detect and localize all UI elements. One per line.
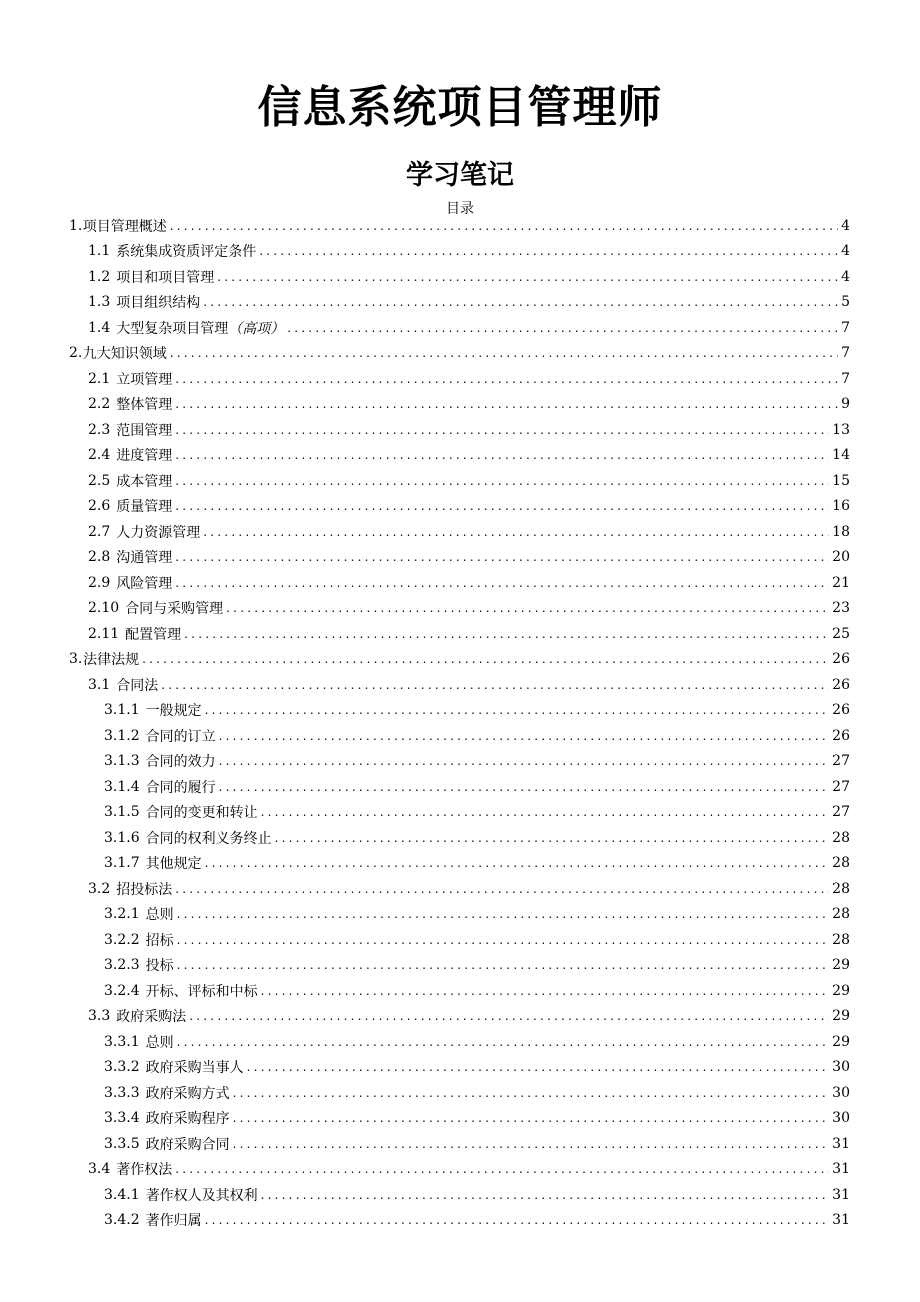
toc-dot-leader bbox=[205, 703, 830, 717]
toc-entry[interactable] bbox=[0, 749, 920, 775]
toc-entry-page-number: 29 bbox=[832, 1008, 850, 1025]
toc-entry-number: 3.1.1 bbox=[104, 702, 140, 719]
toc-entry-label bbox=[116, 420, 172, 440]
toc-entry-page-number: 26 bbox=[832, 702, 850, 719]
toc-entry-label bbox=[116, 369, 172, 389]
toc-dot-leader bbox=[175, 372, 838, 386]
toc-entry[interactable] bbox=[0, 672, 920, 698]
toc-entry-label-text: 总则 bbox=[145, 1034, 174, 1051]
toc-entry-page-number: 26 bbox=[832, 651, 850, 668]
toc-entry-label bbox=[116, 879, 172, 899]
toc-dot-leader bbox=[175, 474, 829, 488]
toc-entry-label-text: 成本管理 bbox=[116, 473, 173, 490]
toc-dot-leader bbox=[203, 525, 829, 539]
toc-entry[interactable] bbox=[0, 851, 920, 877]
toc-entry-number: 1.2 bbox=[88, 268, 111, 285]
toc-dot-leader bbox=[177, 1035, 830, 1049]
toc-dot-leader bbox=[175, 499, 829, 513]
toc-entry-label bbox=[116, 318, 284, 338]
toc-entry-page-number: 4 bbox=[841, 268, 850, 285]
toc-entry-number: 3.1.3 bbox=[104, 753, 140, 770]
toc-entry-page-number: 16 bbox=[832, 498, 850, 515]
toc-entry-label bbox=[146, 930, 174, 950]
toc-entry-page-number: 25 bbox=[832, 625, 850, 642]
toc-entry-number: 3.3.5 bbox=[104, 1135, 140, 1152]
toc-entry[interactable] bbox=[0, 1131, 920, 1157]
toc-entry[interactable] bbox=[0, 1157, 920, 1183]
toc-entry-label-text: 开标、评标和中标 bbox=[145, 983, 258, 1000]
toc-entry[interactable] bbox=[0, 698, 920, 724]
toc-entry-label bbox=[83, 649, 139, 669]
toc-dot-leader bbox=[233, 1111, 830, 1125]
toc-entry-label bbox=[146, 1134, 230, 1154]
toc-entry-page-number: 28 bbox=[832, 906, 850, 923]
toc-dot-leader bbox=[175, 423, 829, 437]
toc-entry-label-text: 质量管理 bbox=[116, 499, 173, 516]
toc-entry[interactable] bbox=[0, 213, 920, 239]
toc-entry-number: 1.1 bbox=[88, 243, 111, 260]
toc-dot-leader bbox=[175, 576, 829, 590]
toc-entry[interactable] bbox=[0, 519, 920, 545]
toc-entry[interactable] bbox=[0, 1182, 920, 1208]
toc-entry-label-text: 人力资源管理 bbox=[116, 524, 201, 541]
toc-dot-leader bbox=[189, 1009, 829, 1023]
toc-entry-label-text: 政府采购当事人 bbox=[145, 1060, 244, 1077]
toc-entry-label bbox=[146, 828, 272, 848]
toc-dot-leader bbox=[233, 1086, 830, 1100]
table-of-contents bbox=[0, 213, 920, 1233]
toc-entry-label-text: 合同与采购管理 bbox=[125, 601, 224, 618]
toc-entry[interactable] bbox=[0, 545, 920, 571]
toc-entry-number: 2.8 bbox=[88, 549, 111, 566]
toc-entry-label-text: 九大知识领域 bbox=[82, 346, 167, 363]
toc-entry-number: 3.1.2 bbox=[104, 727, 140, 744]
toc-entry-label-text: 合同的效力 bbox=[145, 754, 216, 771]
toc-entry-page-number: 5 bbox=[841, 294, 850, 311]
toc-entry[interactable] bbox=[0, 417, 920, 443]
toc-entry-label bbox=[146, 700, 202, 720]
toc-entry[interactable] bbox=[0, 443, 920, 469]
toc-entry-number: 2.7 bbox=[88, 523, 111, 540]
toc-dot-leader bbox=[175, 550, 829, 564]
toc-entry-label-text: 政府采购合同 bbox=[145, 1136, 230, 1153]
toc-entry-label-text: 招投标法 bbox=[116, 881, 173, 898]
toc-entry[interactable] bbox=[0, 1029, 920, 1055]
toc-entry-label bbox=[116, 241, 256, 261]
toc-entry[interactable] bbox=[0, 800, 920, 826]
toc-dot-leader bbox=[233, 1137, 830, 1151]
toc-entry-label bbox=[125, 624, 181, 644]
toc-entry-page-number: 9 bbox=[841, 396, 850, 413]
toc-entry-page-number: 13 bbox=[832, 421, 850, 438]
toc-dot-leader bbox=[170, 219, 838, 233]
toc-entry-page-number: 26 bbox=[832, 676, 850, 693]
toc-entry-label-text: 沟通管理 bbox=[116, 550, 173, 567]
toc-entry-label-text: 著作权人及其权利 bbox=[145, 1187, 258, 1204]
toc-entry-label-text: 合同的权利义务终止 bbox=[145, 830, 272, 847]
toc-entry-page-number: 27 bbox=[832, 753, 850, 770]
toc-entry-label bbox=[116, 547, 172, 567]
toc-entry-label-text: 项目和项目管理 bbox=[116, 269, 215, 286]
toc-entry-number: 2.10 bbox=[88, 600, 120, 617]
toc-entry[interactable] bbox=[0, 774, 920, 800]
toc-entry-label-text: 其他规定 bbox=[145, 856, 202, 873]
toc-entry-label bbox=[83, 216, 167, 236]
toc-entry[interactable] bbox=[0, 239, 920, 265]
toc-entry-number: 3.4 bbox=[88, 1161, 111, 1178]
toc-entry-label bbox=[116, 522, 200, 542]
toc-entry[interactable] bbox=[0, 494, 920, 520]
toc-entry-number: 3.2.2 bbox=[104, 931, 140, 948]
toc-entry-number: 1.3 bbox=[88, 294, 111, 311]
toc-entry[interactable] bbox=[0, 315, 920, 341]
toc-entry-label bbox=[116, 267, 214, 287]
toc-entry-label bbox=[146, 904, 174, 924]
toc-entry-label-text: 政府采购程序 bbox=[145, 1111, 230, 1128]
toc-dot-leader bbox=[177, 933, 830, 947]
toc-entry-page-number: 31 bbox=[832, 1135, 850, 1152]
toc-entry-number: 3.4.1 bbox=[104, 1186, 140, 1203]
toc-entry-label bbox=[146, 1032, 174, 1052]
toc-entry-number: 3.1.4 bbox=[104, 778, 140, 795]
toc-entry-label-text: 合同的订立 bbox=[145, 728, 216, 745]
toc-entry-number: 2.9 bbox=[88, 574, 111, 591]
toc-entry-label-text: 招标 bbox=[145, 932, 174, 949]
toc-dot-leader bbox=[275, 831, 830, 845]
toc-entry[interactable] bbox=[0, 570, 920, 596]
toc-entry-page-number: 28 bbox=[832, 931, 850, 948]
toc-entry-number: 2.5 bbox=[88, 472, 111, 489]
toc-entry-label bbox=[146, 1185, 258, 1205]
toc-entry-label bbox=[116, 1159, 172, 1179]
toc-entry-label-text: 投标 bbox=[145, 958, 174, 975]
toc-entry[interactable] bbox=[0, 264, 920, 290]
toc-dot-leader bbox=[175, 1162, 829, 1176]
toc-dot-leader bbox=[226, 601, 829, 615]
toc-entry-page-number: 30 bbox=[832, 1084, 850, 1101]
toc-entry-label bbox=[116, 675, 158, 695]
toc-entry-label bbox=[116, 573, 172, 593]
toc-dot-leader bbox=[170, 346, 838, 360]
toc-dot-leader bbox=[175, 882, 829, 896]
toc-dot-leader bbox=[217, 270, 838, 284]
toc-dot-leader bbox=[177, 907, 830, 921]
toc-dot-leader bbox=[184, 627, 829, 641]
toc-entry-label-text: 项目管理概述 bbox=[82, 218, 167, 235]
toc-entry-number: 3.3.4 bbox=[104, 1110, 140, 1127]
toc-entry-number: 1.4 bbox=[88, 319, 111, 336]
toc-dot-leader bbox=[142, 652, 829, 666]
toc-entry-page-number: 29 bbox=[832, 982, 850, 999]
toc-entry-page-number: 18 bbox=[832, 523, 850, 540]
toc-entry-label bbox=[146, 981, 258, 1001]
toc-entry-number: 2.1 bbox=[88, 370, 111, 387]
toc-entry-label bbox=[146, 853, 202, 873]
toc-entry-page-number: 7 bbox=[841, 370, 850, 387]
toc-entry-label-text: 范围管理 bbox=[116, 422, 173, 439]
toc-entry-page-number: 4 bbox=[841, 217, 850, 234]
toc-entry-label-text: 一般规定 bbox=[145, 703, 202, 720]
toc-entry-number: 2.6 bbox=[88, 498, 111, 515]
toc-entry[interactable] bbox=[0, 953, 920, 979]
toc-entry-label bbox=[116, 292, 200, 312]
toc-entry-number: 3.1.7 bbox=[104, 855, 140, 872]
toc-entry-label-text: 立项管理 bbox=[116, 371, 173, 388]
toc-entry-label-text: 著作归属 bbox=[145, 1213, 202, 1230]
toc-entry[interactable] bbox=[0, 927, 920, 953]
toc-entry-number: 2.3 bbox=[88, 421, 111, 438]
toc-entry-label-text: 法律法规 bbox=[83, 652, 140, 669]
toc-entry[interactable] bbox=[0, 596, 920, 622]
toc-entry-label bbox=[116, 445, 172, 465]
toc-entry[interactable] bbox=[0, 1004, 920, 1030]
toc-entry-label bbox=[146, 1210, 202, 1230]
toc-entry[interactable] bbox=[0, 723, 920, 749]
toc-entry-label bbox=[116, 471, 172, 491]
toc-entry-page-number: 28 bbox=[832, 829, 850, 846]
toc-entry-label-text: 合同的变更和转让 bbox=[145, 805, 258, 822]
toc-entry-label-text: 政府采购方式 bbox=[145, 1085, 230, 1102]
toc-entry-label bbox=[146, 1083, 230, 1103]
toc-entry[interactable] bbox=[0, 621, 920, 647]
toc-entry-page-number: 14 bbox=[832, 447, 850, 464]
toc-entry-page-number: 31 bbox=[832, 1212, 850, 1229]
toc-entry-label-text: 风险管理 bbox=[116, 575, 173, 592]
toc-entry-number: 3.2.3 bbox=[104, 957, 140, 974]
toc-entry-label-text: 合同的履行 bbox=[145, 779, 216, 796]
toc-entry[interactable] bbox=[0, 647, 920, 673]
toc-entry-page-number: 29 bbox=[832, 1033, 850, 1050]
toc-entry-page-number: 28 bbox=[832, 880, 850, 897]
toc-entry-number: 2.11 bbox=[88, 625, 120, 642]
toc-dot-leader bbox=[259, 244, 838, 258]
toc-entry-number: 1. bbox=[69, 217, 83, 234]
toc-dot-leader bbox=[219, 780, 830, 794]
toc-entry-label-text: 项目组织结构 bbox=[116, 295, 201, 312]
toc-entry-page-number: 30 bbox=[832, 1110, 850, 1127]
toc-entry-page-number: 15 bbox=[832, 472, 850, 489]
toc-entry-number: 3.3.2 bbox=[104, 1059, 140, 1076]
toc-entry-label bbox=[83, 343, 167, 363]
toc-entry[interactable] bbox=[0, 468, 920, 494]
toc-dot-leader bbox=[175, 397, 838, 411]
toc-entry-label bbox=[116, 1006, 186, 1026]
toc-dot-leader bbox=[219, 729, 830, 743]
document-subtitle: 学习笔记 bbox=[406, 160, 514, 191]
toc-entry-label bbox=[116, 394, 172, 414]
toc-entry-number: 3.1 bbox=[88, 676, 111, 693]
toc-entry-page-number: 20 bbox=[832, 549, 850, 566]
toc-entry-label bbox=[146, 777, 216, 797]
toc-entry-number: 2. bbox=[69, 345, 83, 362]
toc-entry-page-number: 27 bbox=[832, 778, 850, 795]
toc-entry[interactable] bbox=[0, 341, 920, 367]
toc-entry-page-number: 27 bbox=[832, 804, 850, 821]
toc-entry-number: 3.3.3 bbox=[104, 1084, 140, 1101]
toc-entry-label bbox=[146, 1057, 244, 1077]
toc-entry-page-number: 21 bbox=[832, 574, 850, 591]
toc-entry-label-text: 合同法 bbox=[116, 677, 159, 694]
toc-entry-page-number: 29 bbox=[832, 957, 850, 974]
toc-entry-label bbox=[146, 802, 258, 822]
toc-entry-label-note: （高项） bbox=[228, 320, 285, 337]
toc-entry-label-text: 著作权法 bbox=[116, 1162, 173, 1179]
toc-dot-leader bbox=[177, 958, 830, 972]
toc-entry-label bbox=[146, 1108, 230, 1128]
toc-entry-page-number: 31 bbox=[832, 1161, 850, 1178]
toc-entry-page-number: 26 bbox=[832, 727, 850, 744]
toc-entry[interactable] bbox=[0, 290, 920, 316]
toc-entry[interactable] bbox=[0, 366, 920, 392]
toc-entry-number: 2.2 bbox=[88, 396, 111, 413]
toc-entry-label-text: 整体管理 bbox=[116, 397, 173, 414]
toc-entry-page-number: 30 bbox=[832, 1059, 850, 1076]
document-title: 信息系统项目管理师 bbox=[257, 82, 663, 133]
toc-entry[interactable] bbox=[0, 978, 920, 1004]
toc-entry-page-number: 28 bbox=[832, 855, 850, 872]
toc-entry[interactable] bbox=[0, 1106, 920, 1132]
toc-entry-label bbox=[146, 726, 216, 746]
toc-entry-label-text: 总则 bbox=[145, 907, 174, 924]
toc-dot-leader bbox=[175, 448, 829, 462]
toc-entry-page-number: 4 bbox=[841, 243, 850, 260]
toc-entry-label-text: 配置管理 bbox=[125, 626, 182, 643]
toc-entry-number: 3.2.4 bbox=[104, 982, 140, 999]
toc-heading: 目录 bbox=[446, 201, 474, 217]
toc-entry-number: 3.1.6 bbox=[104, 829, 140, 846]
toc-entry[interactable] bbox=[0, 1208, 920, 1234]
toc-dot-leader bbox=[247, 1060, 830, 1074]
toc-dot-leader bbox=[261, 1188, 830, 1202]
toc-dot-leader bbox=[261, 984, 830, 998]
toc-dot-leader bbox=[205, 856, 830, 870]
toc-entry-number: 3.1.5 bbox=[104, 804, 140, 821]
toc-entry-number: 3.3 bbox=[88, 1008, 111, 1025]
toc-dot-leader bbox=[287, 321, 838, 335]
toc-dot-leader bbox=[219, 754, 830, 768]
toc-entry[interactable] bbox=[0, 1055, 920, 1081]
toc-entry-label bbox=[146, 751, 216, 771]
toc-entry-label-text: 政府采购法 bbox=[116, 1009, 187, 1026]
toc-dot-leader bbox=[261, 805, 830, 819]
toc-entry-number: 3.3.1 bbox=[104, 1033, 140, 1050]
toc-dot-leader bbox=[203, 295, 838, 309]
toc-dot-leader bbox=[205, 1213, 830, 1227]
toc-entry-label-text: 进度管理 bbox=[116, 448, 173, 465]
toc-entry-number: 3. bbox=[69, 651, 83, 668]
toc-entry-label bbox=[116, 496, 172, 516]
toc-entry-number: 3.4.2 bbox=[104, 1212, 140, 1229]
toc-entry-page-number: 7 bbox=[841, 345, 850, 362]
toc-entry[interactable] bbox=[0, 902, 920, 928]
toc-entry[interactable] bbox=[0, 1080, 920, 1106]
toc-entry-label-text: 系统集成资质评定条件 bbox=[116, 244, 257, 261]
toc-entry[interactable] bbox=[0, 825, 920, 851]
toc-entry-page-number: 23 bbox=[832, 600, 850, 617]
toc-entry-number: 2.4 bbox=[88, 447, 111, 464]
toc-entry-label bbox=[146, 955, 174, 975]
toc-entry-number: 3.2.1 bbox=[104, 906, 140, 923]
toc-entry[interactable] bbox=[0, 876, 920, 902]
toc-entry-page-number: 7 bbox=[841, 319, 850, 336]
toc-entry-label bbox=[125, 598, 223, 618]
toc-entry-label-text: 大型复杂项目管理 bbox=[116, 320, 229, 337]
toc-entry-number: 3.2 bbox=[88, 880, 111, 897]
toc-entry[interactable] bbox=[0, 392, 920, 418]
toc-entry-page-number: 31 bbox=[832, 1186, 850, 1203]
toc-dot-leader bbox=[161, 678, 829, 692]
